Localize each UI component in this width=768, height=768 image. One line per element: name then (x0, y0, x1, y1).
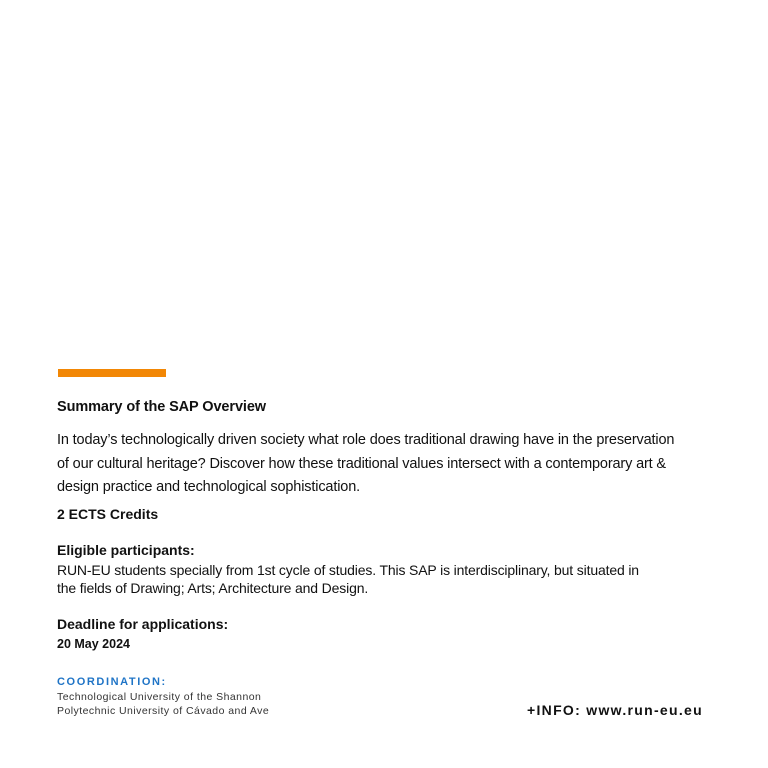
summary-line: design practice and technological sophistication. (57, 479, 360, 495)
eligible-participants-label: Eligible participants: (57, 542, 195, 558)
summary-line: In today’s technologically driven society what role does traditional drawing have in the preservation (57, 432, 675, 448)
institution-item: Technological University of the Shannon (57, 691, 262, 703)
credits-label: 2 ECTS Credits (57, 506, 159, 522)
eligible-line: the fields of Drawing; Arts; Architecture and Design. (57, 580, 369, 596)
section-title: Summary of the SAP Overview (57, 399, 266, 415)
institution-item: Polytechnic University of Cávado and Ave (57, 705, 270, 717)
summary-paragraph (57, 429, 727, 500)
coordination-institutions (57, 690, 269, 718)
deadline-label: Deadline for applications: (57, 616, 229, 632)
more-info-link[interactable]: +INFO: www.run-eu.eu (527, 702, 703, 718)
eligible-participants-text (57, 561, 639, 597)
eligible-line: RUN-EU students specially from 1st cycle of studies. This SAP is interdisciplinary, but situated in (57, 562, 639, 578)
coordination-label: COORDINATION: (57, 676, 167, 688)
accent-bar (58, 369, 166, 377)
summary-line: of our cultural heritage? Discover how these traditional values intersect with a contemporary art & (57, 455, 666, 472)
deadline-value: 20 May 2024 (57, 637, 130, 651)
